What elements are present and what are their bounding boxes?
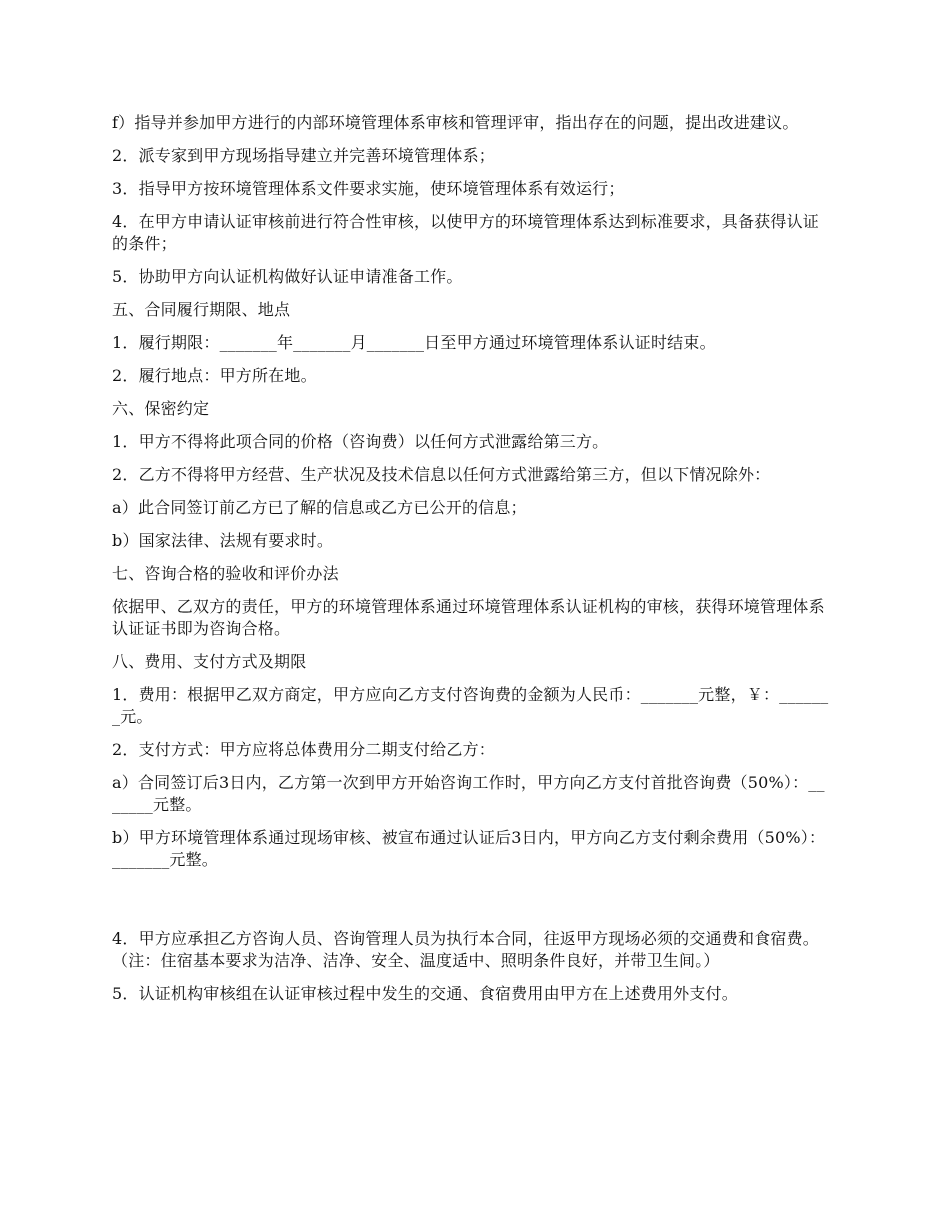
paragraph-confidentiality-party-a: 1．甲方不得将此项合同的价格（咨询费）以任何方式泄露给第三方。 xyxy=(112,432,609,451)
paragraph-conformity-audit: 4．在甲方申请认证审核前进行符合性审核，以使甲方的环境管理体系达到标准要求，具备获得认证的条件； xyxy=(112,212,819,253)
section-heading-acceptance: 七、咨询合格的验收和评价办法 xyxy=(112,564,339,583)
paragraph-guide-implementation: 3．指导甲方按环境管理体系文件要求实施，使环境管理体系有效运行； xyxy=(112,179,625,198)
paragraph-payment-second: b）甲方环境管理体系通过现场审核、被宣布通过认证后3日内，甲方向乙方支付剩余费用（50%）：_______元整。 xyxy=(112,828,826,869)
paragraph-assist-certification: 5．协助甲方向认证机构做好认证申请准备工作。 xyxy=(112,267,463,286)
paragraph-travel-expenses: 4．甲方应承担乙方咨询人员、咨询管理人员为执行本合同，往返甲方现场必须的交通费和食宿费。（注：住宿基本要求为洁净、洁净、安全、温度适中、照明条件良好，并带卫生间。） xyxy=(112,929,819,970)
paragraph-fee-amount: 1．费用：根据甲乙双方商定，甲方应向乙方支付咨询费的金额为人民币：_______元整，￥：_______元。 xyxy=(112,685,829,726)
paragraph-location: 2．履行地点：甲方所在地。 xyxy=(112,366,317,385)
paragraph-send-experts: 2．派专家到甲方现场指导建立并完善环境管理体系； xyxy=(112,146,495,165)
paragraph-payment-method: 2．支付方式：甲方应将总体费用分二期支付给乙方： xyxy=(112,740,495,759)
paragraph-exception-b: b）国家法律、法规有要求时。 xyxy=(112,531,334,550)
paragraph-guidance-internal-audit: f）指导并参加甲方进行的内部环境管理体系审核和管理评审，指出存在的问题，提出改进建议。 xyxy=(112,113,799,132)
paragraph-confidentiality-party-b: 2．乙方不得将甲方经营、生产状况及技术信息以任何方式泄露给第三方，但以下情况除外： xyxy=(112,465,771,484)
section-heading-fees: 八、费用、支付方式及期限 xyxy=(112,652,307,671)
section-heading-confidentiality: 六、保密约定 xyxy=(112,399,210,418)
blank-gap xyxy=(112,882,832,928)
paragraph-acceptance: 依据甲、乙双方的责任，甲方的环境管理体系通过环境管理体系认证机构的审核，获得环境管理体系认证证书即为咨询合格。 xyxy=(112,597,825,638)
paragraph-audit-team-expenses: 5．认证机构审核组在认证审核过程中发生的交通、食宿费用由甲方在上述费用外支付。 xyxy=(112,984,738,1003)
paragraph-term: 1．履行期限：_______年_______月_______日至甲方通过环境管理体系认证时结束。 xyxy=(112,333,716,352)
section-heading-term-location: 五、合同履行期限、地点 xyxy=(112,300,291,319)
paragraph-exception-a: a）此合同签订前乙方已了解的信息或乙方已公开的信息； xyxy=(112,498,527,517)
paragraph-payment-first: a）合同签订后3日内，乙方第一次到甲方开始咨询工作时，甲方向乙方支付首批咨询费（50%）：_______元整。 xyxy=(112,773,825,814)
